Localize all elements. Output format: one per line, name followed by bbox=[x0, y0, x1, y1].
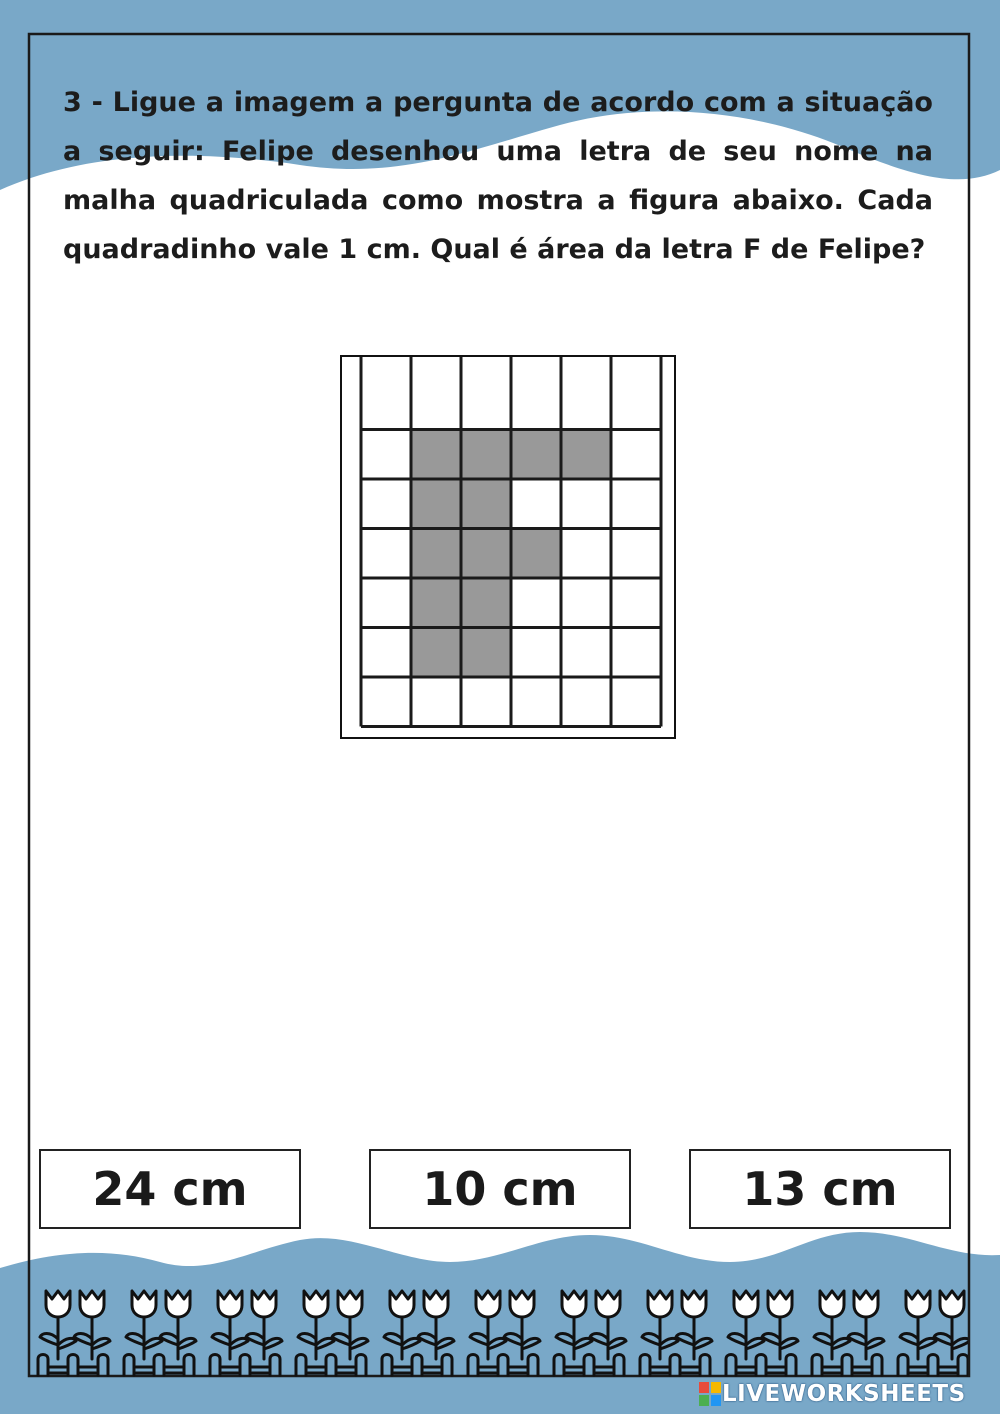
shaded-cell bbox=[461, 479, 511, 529]
tulip-icon bbox=[898, 1291, 968, 1375]
tulip-icon bbox=[38, 1291, 110, 1375]
question-text: 3 - Ligue a imagem a pergunta de acordo com a situação a seguir: Felipe desenhou uma letra de seu nome na malha quadriculada como mostra a figura abaixo. Cada quadradinho vale 1 cm. Qual é área da letra F de Felipe? bbox=[63, 87, 933, 265]
shaded-cell bbox=[511, 430, 561, 480]
shaded-cell bbox=[411, 529, 461, 579]
letter-f-grid-figure bbox=[340, 355, 676, 739]
answer-option-10cm[interactable]: 10 cm bbox=[369, 1149, 631, 1229]
liveworksheets-logo-icon bbox=[698, 1381, 722, 1407]
tulip-icon bbox=[468, 1291, 540, 1375]
liveworksheets-logo bbox=[698, 1379, 966, 1409]
shaded-cell bbox=[461, 529, 511, 579]
tulip-border bbox=[28, 1285, 968, 1377]
tulip-icon bbox=[554, 1291, 626, 1375]
shaded-cell bbox=[411, 578, 461, 628]
tulip-icon bbox=[124, 1291, 196, 1375]
shaded-cell bbox=[411, 628, 461, 678]
answer-option-13cm[interactable]: 13 cm bbox=[689, 1149, 951, 1229]
shaded-cell bbox=[561, 430, 611, 480]
tulip-icon bbox=[812, 1291, 884, 1375]
tulip-icon bbox=[296, 1291, 368, 1375]
tulip-icon bbox=[382, 1291, 454, 1375]
shaded-cell bbox=[461, 430, 511, 480]
answer-option-24cm[interactable]: 24 cm bbox=[39, 1149, 301, 1229]
shaded-cell bbox=[511, 529, 561, 579]
shaded-cell bbox=[411, 479, 461, 529]
shaded-cell bbox=[411, 430, 461, 480]
tulip-icon bbox=[726, 1291, 798, 1375]
liveworksheets-brand: LIVEWORKSHEETS bbox=[722, 1381, 966, 1407]
grid-svg bbox=[342, 357, 674, 737]
shaded-cell bbox=[461, 578, 511, 628]
tulip-icon bbox=[640, 1291, 712, 1375]
tulip-icon bbox=[210, 1291, 282, 1375]
shaded-cell bbox=[461, 628, 511, 678]
